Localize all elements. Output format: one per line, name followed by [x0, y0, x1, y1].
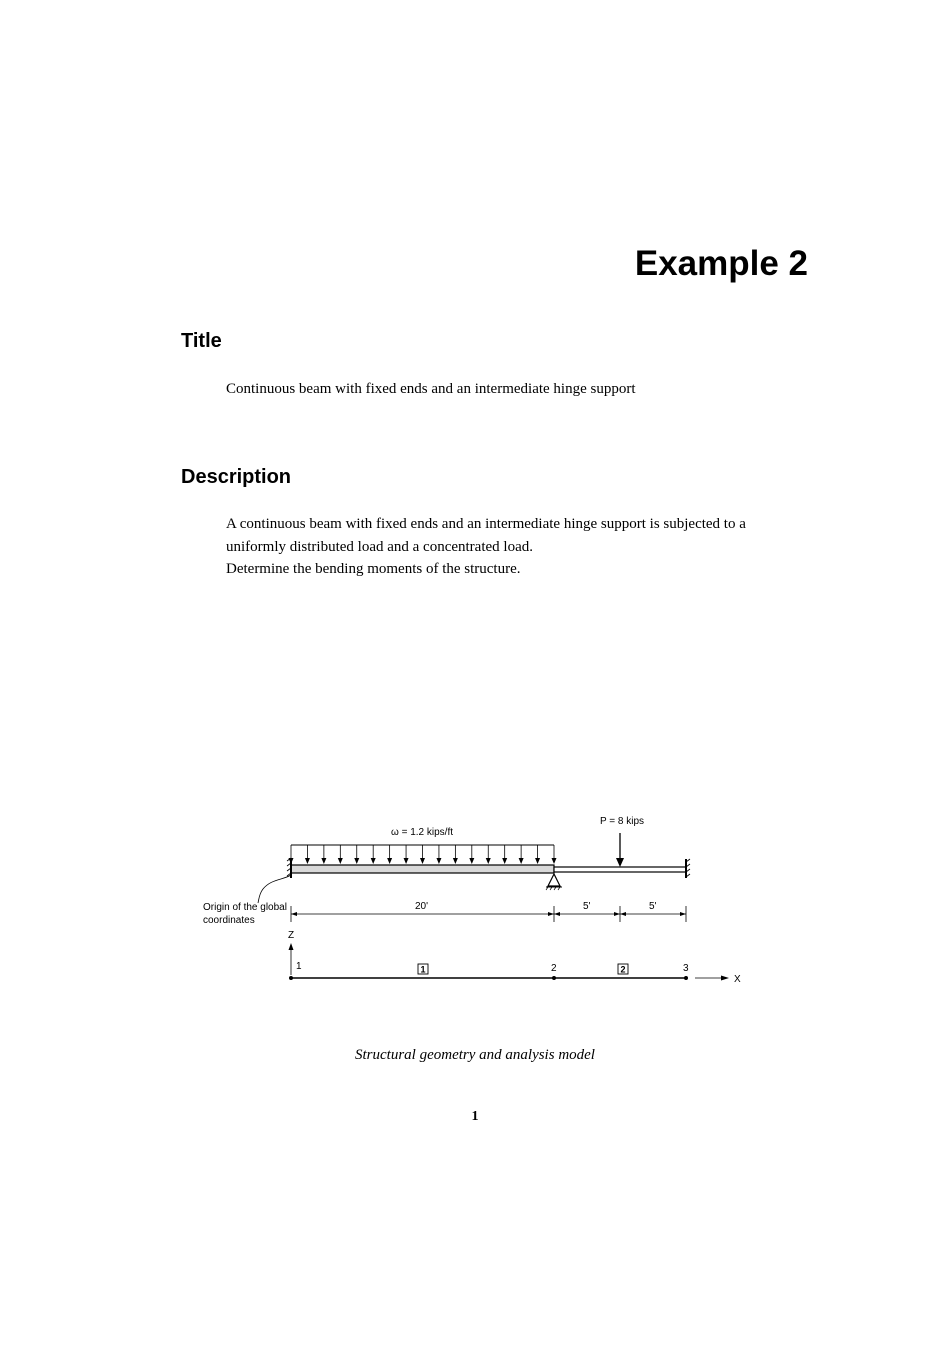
x-axis-label: X [734, 974, 741, 985]
load-arrow-head [305, 858, 310, 864]
load-arrow-head [469, 858, 474, 864]
beam [291, 865, 686, 873]
description-text [226, 513, 746, 581]
node-label: 2 [551, 963, 557, 974]
load-arrows [289, 845, 557, 864]
title-heading: Title [181, 330, 222, 352]
description-heading: Description [181, 466, 292, 488]
hinge-support [546, 874, 562, 890]
z-axis-label: Z [288, 930, 295, 941]
distributed-load-label: ω = 1.2 kips/ft [391, 827, 454, 838]
right-fixed-support [686, 859, 690, 878]
analysis-model [288, 930, 741, 985]
example-title: Example 2 [634, 244, 808, 283]
load-arrow-head [552, 858, 557, 864]
point-load-label: P = 8 kips [600, 816, 645, 827]
load-arrow-head [502, 858, 507, 864]
element-label: 1 [420, 964, 426, 975]
dimension-label: 20' [415, 901, 429, 912]
load-arrow-head [404, 858, 409, 864]
load-arrow-head [535, 858, 540, 864]
load-arrow-head [453, 858, 458, 864]
distributed-load [289, 827, 557, 864]
load-arrow-head [519, 858, 524, 864]
node-label: 3 [683, 963, 689, 974]
load-arrow-head [436, 858, 441, 864]
load-arrow-head [486, 858, 491, 864]
origin-label: coordinates [203, 915, 255, 926]
description-line: A continuous beam with fixed ends and an intermediate hinge support is subjected to a [226, 516, 746, 532]
load-arrow-head [354, 858, 359, 864]
dimension-label: 5' [649, 901, 657, 912]
point-load [600, 816, 644, 867]
node-label: 1 [296, 961, 302, 972]
element-label: 2 [620, 964, 626, 975]
origin-label: Origin of the global [203, 902, 287, 913]
page-number: 1 [471, 1109, 479, 1124]
load-arrow-head [371, 858, 376, 864]
dimension-label: 5' [583, 901, 591, 912]
figure-caption: Structural geometry and analysis model [355, 1047, 595, 1063]
description-line: Determine the bending moments of the structure. [226, 561, 521, 577]
load-arrow-head [420, 858, 425, 864]
origin-annotation [203, 875, 291, 926]
load-arrow-head [338, 858, 343, 864]
load-arrow-head [387, 858, 392, 864]
dimension-line [291, 901, 686, 922]
title-text: Continuous beam with fixed ends and an intermediate hinge support [226, 381, 636, 397]
description-line: uniformly distributed load and a concentrated load. [226, 538, 533, 555]
load-arrow-head [321, 858, 326, 864]
structural-diagram [195, 805, 755, 995]
